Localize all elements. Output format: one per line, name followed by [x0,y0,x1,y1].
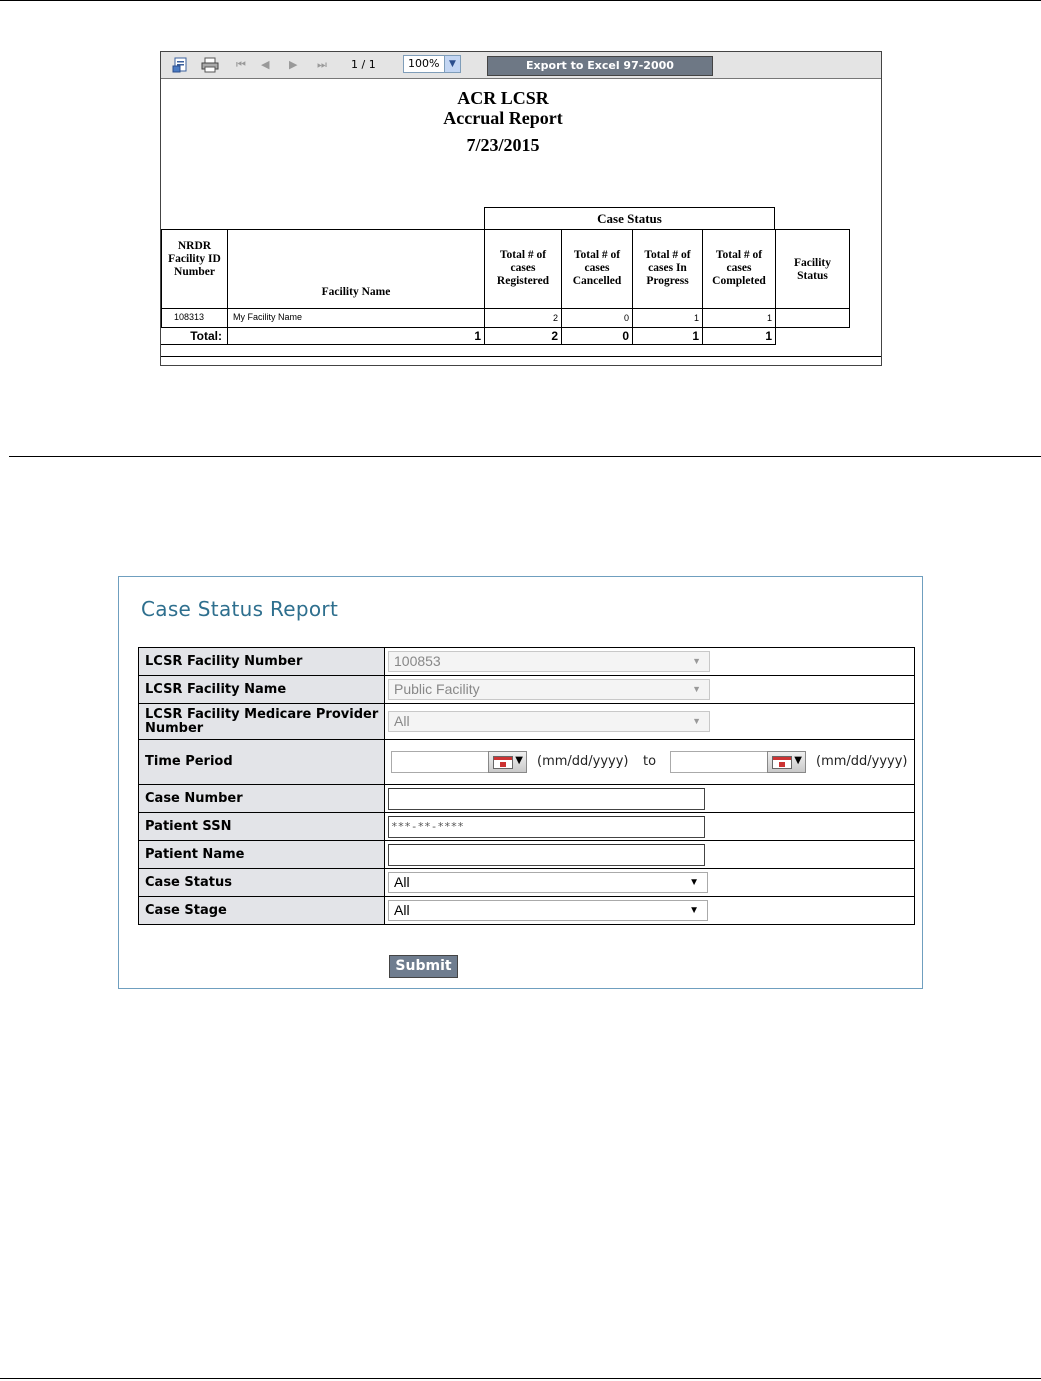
start-date-picker-button[interactable] [488,751,527,773]
case-status-group-header [484,207,775,230]
row-facility-name [139,676,915,704]
total-count: 1 [227,327,485,345]
patient-name-input[interactable] [388,844,705,866]
col-header-facility-id [161,229,228,309]
chevron-down-icon: ▼ [794,755,802,766]
cell-facility-id: 108313 [161,308,228,328]
col-header-registered [484,229,562,309]
row-patient-name [139,841,915,869]
case-status-value: All [394,874,410,890]
report-viewer [160,51,882,366]
report-title: ACR LCSR [457,88,549,108]
cell-cancelled: 0 [561,308,633,328]
medicare-label: LCSR Facility Medicare Provider Number [139,704,385,740]
case-stage-value: All [394,902,410,918]
end-date-format-hint: (mm/dd/yyyy) [816,754,908,769]
chevron-down-icon: ▼ [692,656,701,666]
row-medicare [139,704,915,740]
start-date-input[interactable] [391,751,489,773]
case-status-cell [385,869,915,897]
case-stage-label: Case Stage [139,897,385,925]
date-range-to-label: to [643,754,657,769]
previous-page-icon[interactable]: ◀ [261,58,270,71]
end-date-input[interactable] [670,751,768,773]
case-number-label: Case Number [139,785,385,813]
row-case-number [139,785,915,813]
col-facility-status-label: Facility Status [793,257,832,282]
cell-facility-status [775,308,850,328]
case-status-label: Case Status [139,869,385,897]
last-page-icon[interactable]: ⏭ [317,58,327,71]
next-page-icon[interactable]: ▶ [289,58,298,71]
chevron-down-icon: ▼ [515,755,523,766]
chevron-down-icon: ▼ [692,716,701,726]
cell-registered: 2 [484,308,562,328]
case-status-group-label: Case Status [597,211,662,226]
col-header-facility-name [227,229,485,309]
time-period-cell [385,740,915,785]
calendar-icon [493,756,513,769]
case-status-select[interactable] [388,872,708,893]
row-facility-number [139,648,915,676]
page-count: 1 / 1 [351,58,376,71]
chevron-down-icon: ▼ [689,877,699,888]
cell-facility-name: My Facility Name [227,308,485,328]
col-facility-name-label: Facility Name [321,286,391,298]
cell-in-progress: 1 [632,308,703,328]
row-patient-ssn [139,813,915,841]
patient-ssn-input[interactable]: ***-**-**** [388,816,705,838]
facility-name-cell [385,676,915,704]
facility-number-value: 100853 [394,653,441,669]
chevron-down-icon: ▼ [692,684,701,694]
row-case-stage [139,897,915,925]
time-period-label: Time Period [139,740,385,785]
col-header-facility-status [775,229,850,309]
start-date-format-hint: (mm/dd/yyyy) [537,754,629,769]
col-registered-label: Total # of cases Registered [496,249,550,287]
patient-ssn-cell [385,813,915,841]
case-number-input[interactable] [388,788,705,810]
facility-number-select[interactable] [388,651,710,672]
submit-button[interactable]: Submit [389,955,458,978]
case-status-report-panel [118,576,923,989]
col-cancelled-label: Total # of cases Cancelled [572,249,622,287]
top-rule [0,0,1041,1]
medicare-value: All [394,713,410,729]
total-registered: 2 [484,327,562,345]
facility-name-value: Public Facility [394,681,480,697]
cell-completed: 1 [702,308,776,328]
case-number-cell [385,785,915,813]
patient-ssn-label: Patient SSN [139,813,385,841]
filter-table [138,647,915,925]
row-time-period [139,740,915,785]
total-in-progress: 1 [632,327,703,345]
patient-name-label: Patient Name [139,841,385,869]
report-date: 7/23/2015 [466,135,540,155]
calendar-icon [772,756,792,769]
zoom-select[interactable] [403,55,461,73]
total-completed: 1 [702,327,776,345]
col-completed-label: Total # of cases Completed [712,249,766,287]
facility-number-cell [385,648,915,676]
first-page-icon[interactable]: ⏮ [236,58,246,71]
report-footer-rule [161,356,881,357]
facility-number-label: LCSR Facility Number [139,648,385,676]
col-header-completed [702,229,776,309]
report-toolbar [161,52,881,79]
print-icon[interactable] [201,57,219,73]
medicare-select[interactable] [388,711,710,732]
row-case-status [139,869,915,897]
bottom-rule [0,1378,1041,1379]
export-excel-button[interactable]: Export to Excel 97-2000 [487,56,713,76]
export-icon[interactable] [172,57,190,73]
chevron-down-icon[interactable]: ▼ [444,56,460,72]
time-period-controls [385,740,914,784]
col-facility-id-label: NRDR Facility ID Number [168,240,221,278]
form-title: Case Status Report [141,597,339,621]
zoom-value: 100% [408,57,440,70]
report-subtitle: Accrual Report [443,108,563,128]
chevron-down-icon: ▼ [689,905,699,916]
total-label: Total: [161,327,228,345]
col-header-in-progress [632,229,703,309]
section-divider [9,456,1041,457]
case-stage-cell [385,897,915,925]
total-cancelled: 0 [561,327,633,345]
facility-name-label: LCSR Facility Name [139,676,385,704]
end-date-picker-button[interactable] [767,751,806,773]
patient-name-cell [385,841,915,869]
col-in-progress-label: Total # of cases In Progress [644,249,691,287]
facility-name-select[interactable] [388,679,710,700]
col-header-cancelled [561,229,633,309]
medicare-cell [385,704,915,740]
case-stage-select[interactable] [388,900,708,921]
